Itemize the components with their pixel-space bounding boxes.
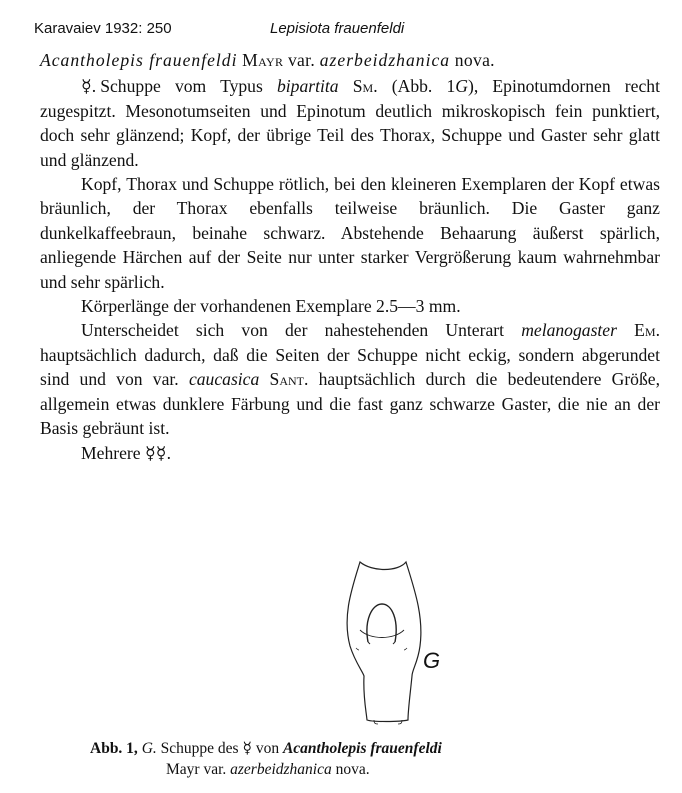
- species-name-header: Lepisiota frauenfeldi: [270, 20, 405, 37]
- taxon-author: Mayr: [242, 50, 284, 70]
- workers-symbol: ☿☿.: [145, 442, 171, 463]
- paragraph-comparison: Unterscheidet sich von der nahestehenden Unterart melanogaster Em. hauptsächlich dadurch, daß die Seiten der Schuppe nicht eckig, sondern abgerundet sind und von var. caucasica Sant. hauptsächlich durch die bedeutendere Größe, allgemein etwas dunklere Färbung und die fast ganz schwarze Gaster, die nie an der Basis gebräunt ist.: [40, 320, 660, 439]
- taxon-title: [40, 48, 660, 72]
- taxon-genus-species: Acantholepis frauenfeldi: [40, 50, 238, 70]
- taxon-variety: azerbeidzhanica: [319, 50, 451, 70]
- citation-reference: Karavaiev 1932: 250: [34, 20, 172, 37]
- taxon-var-label: var.: [287, 50, 316, 70]
- paragraph-coloration: Kopf, Thorax und Schuppe rötlich, bei den kleineren Exemplaren der Kopf etwas bräunlich, der Thorax ebenfalls teilweise bräunlich. Die Gaster ganz dunkelkaffeebraun, beinahe schwarz. Abstehende Behaarung äußerst spärlich, anliegende Härchen auf der Seite nur unter starker Vergrößerung kaum wahrnehmbar und sehr spärlich.: [40, 174, 660, 292]
- petiole-scale-drawing: [330, 548, 426, 728]
- article-body: [40, 48, 660, 465]
- paragraph-material: Mehrere ☿☿.: [81, 442, 171, 463]
- taxon-status: nova.: [454, 50, 495, 70]
- worker-symbol: ☿: [242, 740, 252, 757]
- caption-line-1: Abb. 1, G. Schuppe des ☿ von Acantholepis frauenfeldi: [90, 740, 442, 757]
- paragraph-body-length: Körperlänge der vorhandenen Exemplare 2.5—3 mm.: [81, 296, 461, 317]
- caption-line-2: Mayr var. azerbeidzhanica nova.: [166, 761, 370, 778]
- figure-label: G: [423, 648, 441, 673]
- paragraph-description: ☿. Schuppe vom Typus bipartita Sm. (Abb. 1G), Epinotumdornen recht zugespitzt. Mesonotumseiten und Epinotum deutlich mikroskopisch fein punktiert, doch sehr glänzend; Kopf, der übrige Teil des Thorax, Schuppe und Gaster sehr glatt und glänzend.: [40, 76, 660, 170]
- worker-symbol: ☿.: [81, 76, 97, 97]
- figure-caption: [90, 738, 630, 780]
- figure-petiole-scale: [330, 548, 426, 733]
